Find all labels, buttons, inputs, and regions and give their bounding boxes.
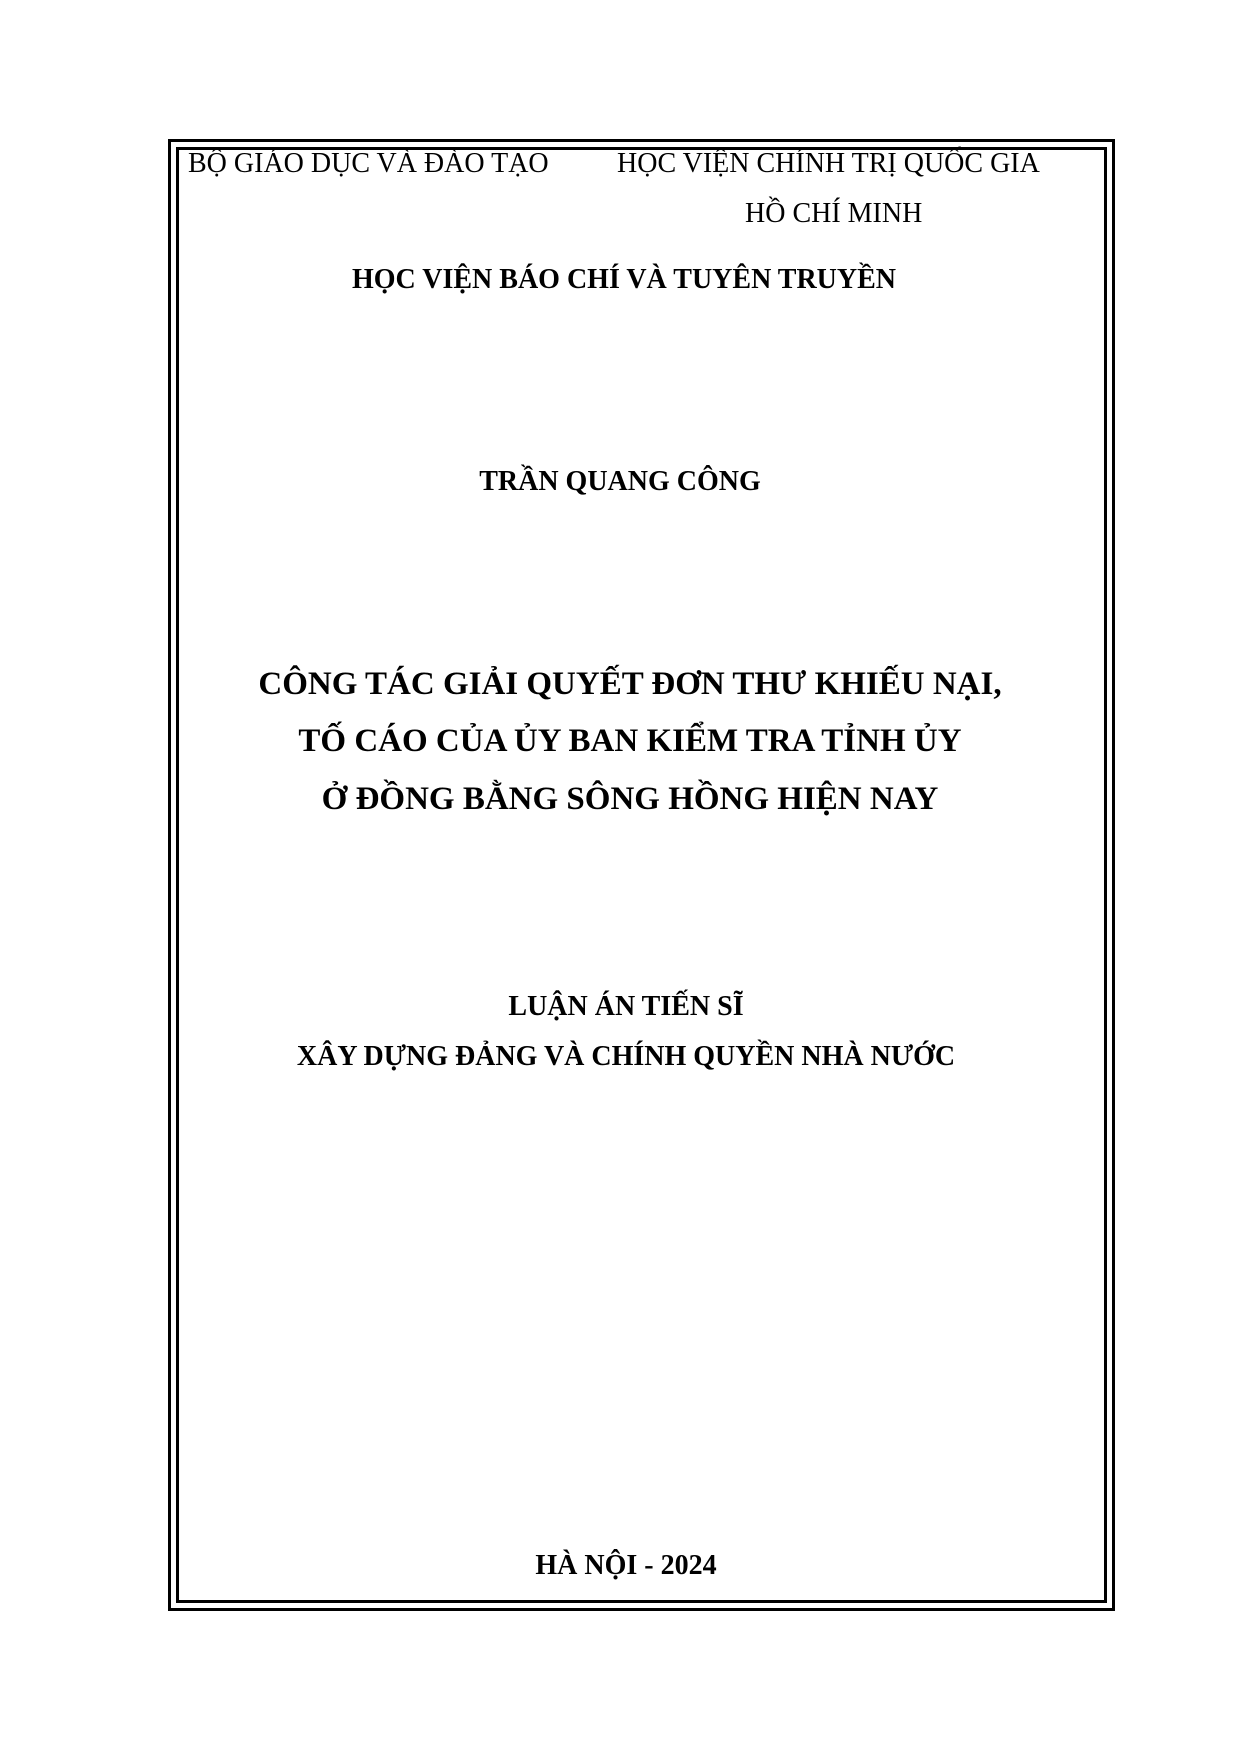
academy-name-line2: HỒ CHÍ MINH (745, 198, 923, 229)
place-and-year: HÀ NỘI - 2024 (535, 1550, 717, 1581)
ministry-name: BỘ GIÁO DỤC VÀ ĐÀO TẠO (188, 148, 549, 179)
thesis-title-line2: TỐ CÁO CỦA ỦY BAN KIỂM TRA TỈNH ỦY (298, 723, 962, 759)
thesis-title-line1: CÔNG TÁC GIẢI QUYẾT ĐƠN THƯ KHIẾU NẠI, (258, 666, 1002, 702)
author-name: TRẦN QUANG CÔNG (479, 466, 761, 497)
degree-type: LUẬN ÁN TIẾN SĨ (508, 991, 744, 1022)
academy-name-line1: HỌC VIỆN CHÍNH TRỊ QUỐC GIA (617, 148, 1040, 179)
page-border-inner (176, 147, 1107, 1603)
major-name: XÂY DỰNG ĐẢNG VÀ CHÍNH QUYỀN NHÀ NƯỚC (296, 1041, 956, 1072)
institute-name: HỌC VIỆN BÁO CHÍ VÀ TUYÊN TRUYỀN (351, 264, 897, 295)
thesis-title-line3: Ở ĐỒNG BẰNG SÔNG HỒNG HIỆN NAY (321, 781, 939, 817)
